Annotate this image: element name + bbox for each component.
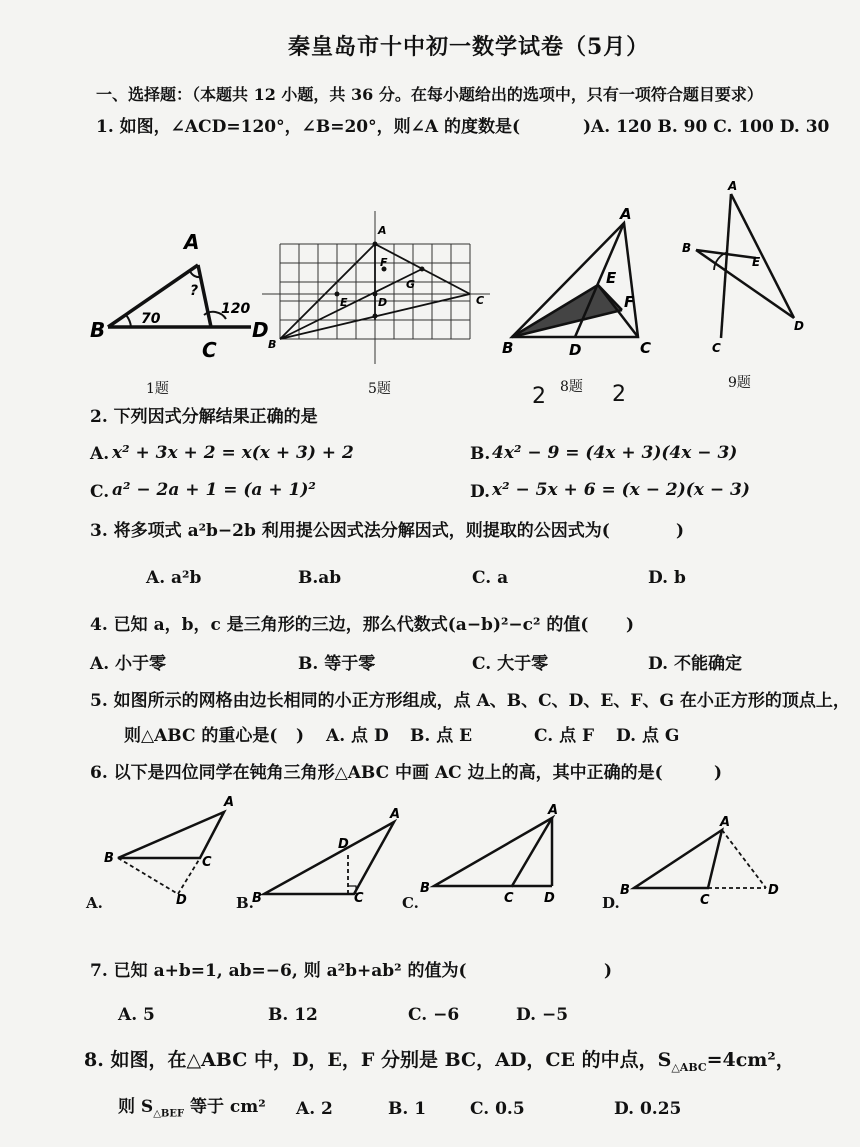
figure-9 bbox=[676, 180, 806, 360]
fig1-side-ac bbox=[198, 265, 211, 327]
q2-option-b: 4x² − 9 = (4x + 3)(4x − 3) bbox=[492, 443, 738, 463]
q4-stem: 4. 已知 a，b，c 是三角形的三边，那么代数式(a−b)²−c² 的值( bbox=[90, 615, 589, 635]
q6c-label-c: C bbox=[504, 891, 514, 906]
fig5-label-d: D bbox=[378, 296, 388, 309]
q8-line2-pre: 则 S bbox=[118, 1097, 154, 1117]
caption-fig8: 8题 bbox=[560, 379, 583, 395]
q8-subscript-bef: △BEF bbox=[153, 1108, 185, 1120]
fig5-label-a: A bbox=[378, 224, 387, 237]
q7-option-b: B. 12 bbox=[268, 1005, 318, 1025]
q6-option-d-label: D. bbox=[602, 894, 620, 912]
q8-option-b: B. 1 bbox=[388, 1099, 427, 1119]
q6-figure-c bbox=[416, 798, 576, 910]
fig1-angle-c: 120 bbox=[221, 301, 251, 317]
q8-option-d: D. 0.25 bbox=[614, 1099, 682, 1119]
q3-option-a: A. a²b bbox=[146, 568, 202, 588]
q7-option-d: D. −5 bbox=[516, 1005, 569, 1025]
q4-option-b: B. 等于零 bbox=[298, 654, 376, 674]
q6-figure-d bbox=[618, 810, 788, 910]
q6-option-b-label: B. bbox=[236, 894, 254, 912]
q3-close: ) bbox=[676, 521, 685, 541]
q5-line2: 则△ABC 的重心是( bbox=[124, 726, 278, 746]
q4-option-a: A. 小于零 bbox=[90, 654, 167, 674]
q7-option-a: A. 5 bbox=[118, 1005, 155, 1025]
fig9-label-e: E bbox=[752, 255, 761, 269]
fig9-label-c: C bbox=[712, 341, 721, 355]
figure-5 bbox=[262, 206, 492, 366]
q1-stem: 1. 如图，∠ACD=120°，∠B=20°，则∠A 的度数是( bbox=[96, 117, 521, 137]
q6-figure-b bbox=[250, 800, 410, 915]
q2-option-d-label: D. bbox=[470, 482, 491, 502]
fig5-label-e: E bbox=[340, 296, 348, 309]
fig1-angle-b: 70 bbox=[141, 311, 161, 327]
figure-1 bbox=[86, 215, 271, 365]
q6a-label-a: A bbox=[224, 795, 235, 810]
fig8-label-f: F bbox=[624, 293, 635, 311]
fig5-label-g: G bbox=[406, 278, 416, 291]
q6b-label-d: D bbox=[338, 837, 349, 852]
q6-option-c-label: C. bbox=[402, 894, 419, 912]
q6-figure-a bbox=[100, 790, 250, 910]
q6b-label-a: A bbox=[390, 807, 401, 822]
q8-option-a: A. 2 bbox=[296, 1099, 333, 1119]
q4-option-d: D. 不能确定 bbox=[648, 654, 742, 674]
fig8-label-e: E bbox=[606, 269, 617, 287]
fig5-label-c: C bbox=[476, 294, 485, 307]
q7-stem: 7. 已知 a+b=1, ab=−6, 则 a²b+ab² 的值为( bbox=[90, 961, 467, 981]
q3-option-d: D. b bbox=[648, 568, 686, 588]
fig8-label-a: A bbox=[620, 205, 632, 223]
q2-option-d: x² − 5x + 6 = (x − 2)(x − 3) bbox=[492, 480, 750, 500]
q6c-label-b: B bbox=[420, 881, 430, 896]
fig9-label-a: A bbox=[728, 180, 738, 193]
q7-close: ) bbox=[604, 961, 613, 981]
q8-subscript-abc: △ABC bbox=[671, 1060, 707, 1074]
fig9-label-b: B bbox=[682, 241, 692, 255]
figure-8 bbox=[500, 205, 660, 365]
fig9-label-d: D bbox=[794, 319, 804, 333]
q2-option-a-label: A. bbox=[90, 444, 110, 464]
q8-line2-post: 等于 cm² bbox=[184, 1097, 266, 1117]
q6c-label-a: A bbox=[548, 803, 559, 818]
q5-option-b: B. 点 E bbox=[410, 726, 473, 746]
fig8-label-c: C bbox=[640, 339, 652, 357]
q6b-label-c: C bbox=[354, 891, 364, 906]
q8-option-c: C. 0.5 bbox=[470, 1099, 525, 1119]
q5-option-d: D. 点 G bbox=[616, 726, 680, 746]
q7-option-c: C. −6 bbox=[408, 1005, 460, 1025]
fig1-label-c: C bbox=[202, 338, 217, 362]
fig5-label-f: F bbox=[380, 256, 388, 269]
q6d-label-b: B bbox=[620, 883, 630, 898]
fig8-label-b: B bbox=[502, 339, 514, 357]
handwritten-mark-2: 2 bbox=[612, 382, 626, 407]
fig1-label-a: A bbox=[184, 230, 200, 254]
q6a-label-c: C bbox=[202, 855, 212, 870]
q6-close: ) bbox=[714, 763, 723, 783]
q4-option-c: C. 大于零 bbox=[472, 654, 549, 674]
q6c-label-d: D bbox=[544, 891, 555, 906]
q6d-label-c: C bbox=[700, 893, 710, 908]
q8-stem bbox=[84, 1048, 795, 1080]
fig8-label-d: D bbox=[569, 341, 582, 359]
fig5-label-b: B bbox=[268, 338, 277, 351]
q1-options: )A. 120 B. 90 C. 100 D. 30 bbox=[583, 117, 830, 137]
q6-stem: 6. 以下是四位同学在钝角三角形△ABC 中画 AC 边上的高，其中正确的是( bbox=[90, 763, 663, 783]
page-title: 秦皇岛市十中初一数学试卷（5月） bbox=[288, 34, 650, 60]
q5-close: ) bbox=[296, 726, 305, 746]
q2-stem: 2. 下列因式分解结果正确的是 bbox=[90, 407, 318, 427]
q3-option-c: C. a bbox=[472, 568, 509, 588]
q2-option-c-label: C. bbox=[90, 482, 110, 502]
q8-line2 bbox=[118, 1096, 266, 1125]
q6d-label-d: D bbox=[768, 883, 779, 898]
q6a-label-d: D bbox=[176, 893, 187, 908]
q5-option-a: A. 点 D bbox=[326, 726, 389, 746]
caption-fig5: 5题 bbox=[368, 381, 391, 397]
q3-option-b: B.ab bbox=[298, 568, 342, 588]
q4-close: ) bbox=[626, 615, 635, 635]
q5-stem: 5. 如图所示的网格由边长相同的小正方形组成，点 A、B、C、D、E、F、G 在小正方形的顶点上， bbox=[90, 691, 850, 711]
q8-stem-text: 8. 如图，在△ABC 中，D，E，F 分别是 BC，AD，CE 的中点，S bbox=[84, 1049, 672, 1071]
fig1-label-b: B bbox=[90, 318, 106, 342]
q6b-label-b: B bbox=[252, 891, 262, 906]
caption-fig1: 1题 bbox=[146, 381, 169, 397]
fig1-angle-a: ? bbox=[190, 283, 199, 299]
q2-option-b-label: B. bbox=[470, 444, 491, 464]
q6d-label-a: A bbox=[720, 815, 731, 830]
q2-option-a: x² + 3x + 2 = x(x + 3) + 2 bbox=[112, 443, 354, 463]
section-heading: 一、选择题：（本题共 12 小题，共 36 分。在每小题给出的选项中，只有一项符合题目要求） bbox=[96, 85, 763, 104]
q5-option-c: C. 点 F bbox=[534, 726, 595, 746]
q8-stem-end: =4cm²， bbox=[706, 1049, 795, 1071]
caption-fig9: 9题 bbox=[728, 375, 751, 391]
q6-option-a-label: A. bbox=[86, 894, 103, 912]
handwritten-mark-1: 2 bbox=[532, 384, 546, 409]
q3-stem: 3. 将多项式 a²b−2b 利用提公因式法分解因式，则提取的公因式为( bbox=[90, 521, 610, 541]
q2-option-c: a² − 2a + 1 = (a + 1)² bbox=[112, 480, 316, 500]
fig1-label-d: D bbox=[252, 318, 269, 342]
q6a-label-b: B bbox=[104, 851, 114, 866]
